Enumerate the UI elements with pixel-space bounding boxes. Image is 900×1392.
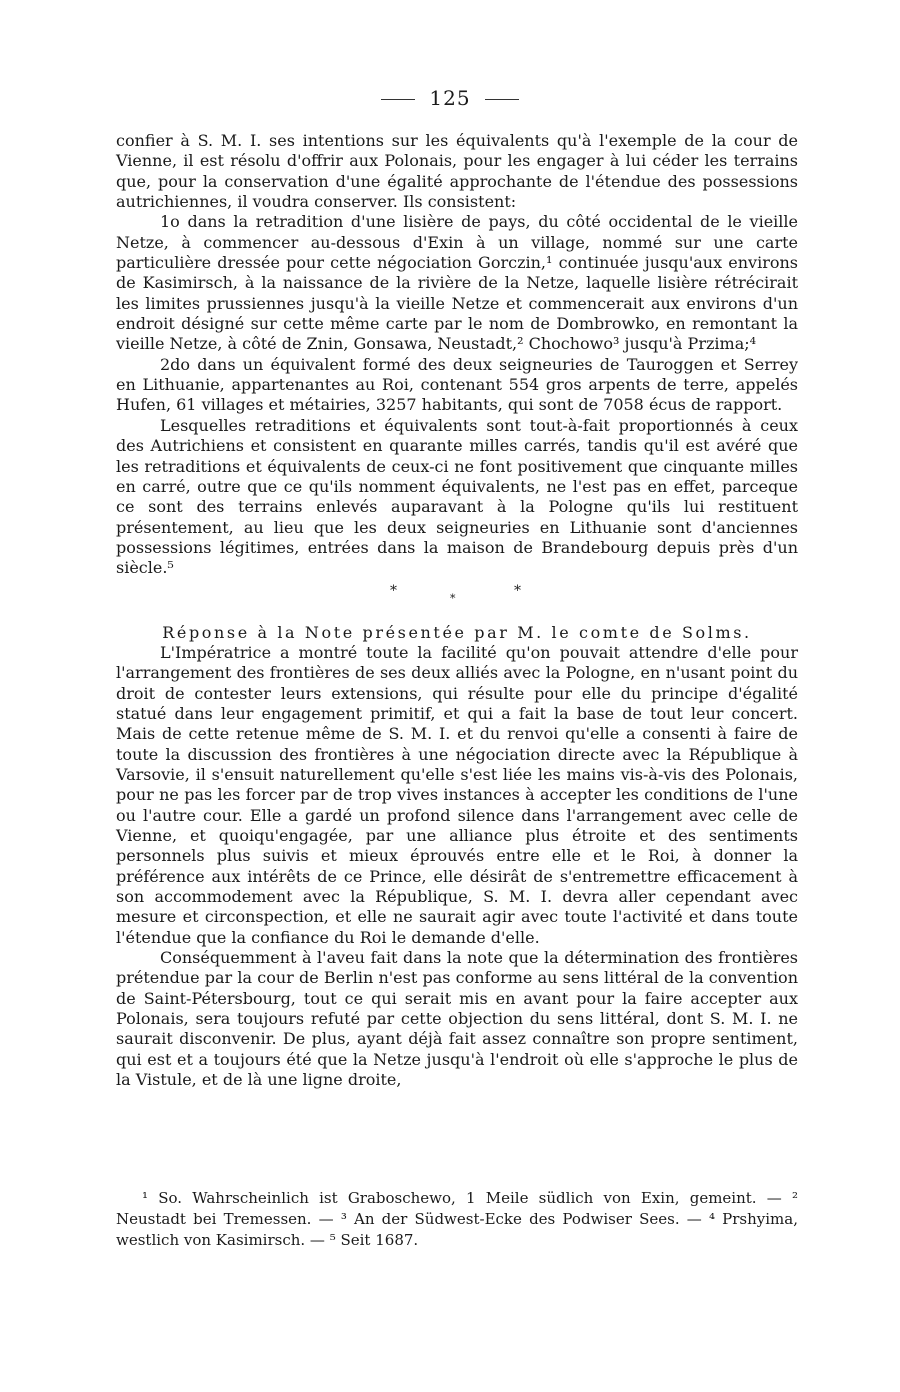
main-text — [116, 131, 798, 1090]
paragraph-response-1: L'Impératrice a montré toute la facilité qu'on pouvait attendre d'elle pour l'arrangement des frontières de ses deux alliés avec la Pologne, en n'usant point du droit de contester leurs extensions, qui résulte pour elle du principe d'égalité statué dans leur engagement primitif, et qui a fait la base de tout leur concert. Mais de cette retenue même de S. M. I. et du renvoi qu'elle a consenti à faire de toute la discussion des frontières à une négociation directe avec la République à Varsovie, il s'ensuit naturellement qu'elle s'est liée les mains vis-à-vis des Polonais, pour ne pas les forcer par de trop vives instances à accepter les conditions de l'une ou l'autre cour. Elle a gardé un profond silence dans l'arrangement avec celle de Vienne, et quoiqu'engagée, par une alliance plus étroite et des sentiments personnels plus suivis et mieux éprouvés entre elle et le Roi, à donner la préférence aux intérêts de ce Prince, elle désirât de s'entremettre efficacement à son accommodement avec la République, S. M. I. devra aller cependant avec mesure et circonspection, et elle ne saurait agir avec toute l'activité et dans toute l'étendue que la confiance du Roi le demande d'elle. — [116, 642, 798, 947]
paragraph-item-2: 2do dans un équivalent formé des deux seigneuries de Tauroggen et Serrey en Lithuanie, appartenantes au Roi, contenant 554 gros arpents de terre, appelés Hufen, 61 villages et métairies, 3257 habitants, qui sont de 7058 écus de rapport. — [116, 354, 798, 415]
paragraph-continuation: confier à S. M. I. ses intentions sur les équivalents qu'à l'exemple de la cour de Vienne, il est résolu d'offrir aux Polonais, pour les engager à lui céder les terrains que, pour la conservation d'une égalité approchante de l'étendue des possessions autrichiennes, il voudra conserver. Ils consistent: — [116, 131, 798, 212]
page-header — [0, 86, 900, 110]
section-separator — [116, 579, 798, 623]
paragraph-response-2: Conséquemment à l'aveu fait dans la note que la détermination des frontières prétendue par la cour de Berlin n'est pas conforme au sens littéral de la convention de Saint-Pétersbourg, tout ce qui serait mis en avant pour la faire accepter aux Polonais, sera toujours refuté par cette objection du sens littéral, dont S. M. I. ne saurait disconvenir. De plus, ayant déjà fait assez connaître son propre sentiment, qui est et a toujours été que la Netze jusqu'à l'endroit où elle s'approche le plus de la Vistule, et de là une ligne droite, — [116, 948, 798, 1090]
separator-star: * — [390, 582, 397, 599]
separator-star: * — [514, 582, 521, 599]
header-dash-left — [381, 99, 415, 100]
footnotes — [116, 1188, 798, 1251]
paragraph-conclusion: Lesquelles retraditions et équivalents sont tout-à-fait proportionnés à ceux des Autrichiens et consistent en quarante milles carrés, tandis qu'il est avéré que les retraditions et équivalents de ceux-ci ne font positivement que cinquante milles en carré, outre que ce qu'ils nomment équivalents, ne l'est pas en effet, parceque ce sont des terrains enlevés auparavant à la Pologne qu'ils lui restituent présentement, au lieu que les deux seigneuries en Lithuanie sont d'anciennes possessions légitimes, entrées dans la maison de Brandebourg depuis près d'un siècle.⁵ — [116, 415, 798, 578]
page-number: 125 — [429, 86, 471, 110]
separator-star: * — [450, 591, 456, 605]
footnote-text: ¹ So. Wahrscheinlich ist Graboschewo, 1 Meile südlich von Exin, gemeint. — ² Neustadt bei Tremessen. — ³ An der Südwest-Ecke des Podwiser Sees. — ⁴ Prshyima, westlich von Kasimirsch. — ⁵ Seit 1687. — [116, 1189, 798, 1249]
paragraph-item-1: 1o dans la retradition d'une lisière de pays, du côté occidental de le vieille Netze, à commencer au-dessous d'Exin à un village, nommé sur une carte particulière dressée pour cette négociation Gorczin,¹ continuée jusqu'aux environs de Kasimirsch, à la naissance de la rivière de la Netze, laquelle lisière rétrécirait les limites prussiennes jusqu'à la vieille Netze et commencerait aux environs d'un endroit désigné sur cette même carte par le nom de Dombrowko, en remontant la vieille Netze, à côté de Znin, Gonsawa, Neustadt,² Chochowo³ jusqu'à Przima;⁴ — [116, 212, 798, 354]
section-title: Réponse à la Note présentée par M. le comte de Solms. — [162, 622, 752, 642]
header-dash-right — [485, 99, 519, 100]
